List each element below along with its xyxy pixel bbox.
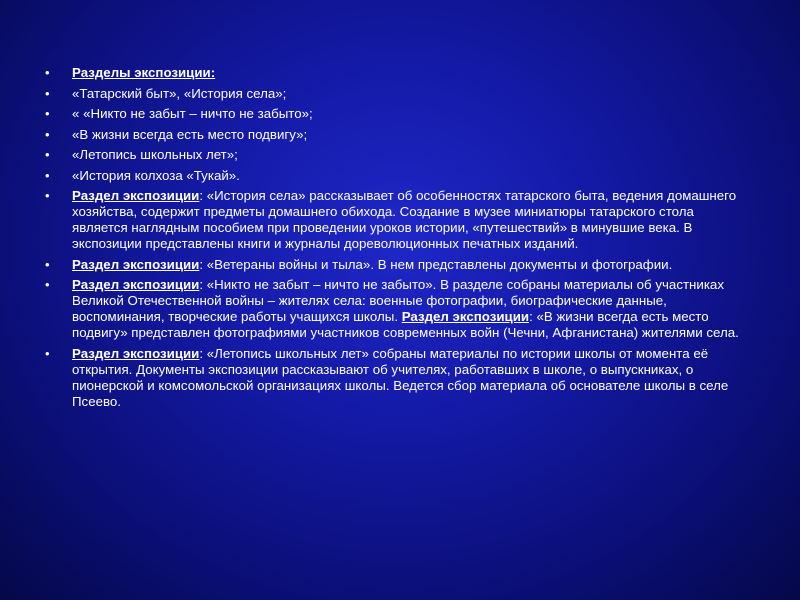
item-text: «Татарский быт», «История села»; [72, 85, 287, 101]
list-item [45, 147, 745, 163]
item-text: : «Ветераны войны и тыла». В нем представлены документы и фотографии. [199, 256, 673, 272]
bullet-icon: • [45, 126, 50, 142]
item-heading: Раздел экспозиции [72, 277, 200, 292]
bullet-icon: • [45, 106, 50, 121]
bullet-icon: • [45, 256, 50, 272]
bullet-icon: • [45, 85, 50, 101]
item-text: : «История села» рассказывает об особенностях татарского быта, ведения домашнего хозяйства, содержит предметы домашнего обихода. Создание в музее миниатюры татарского стола является наглядным пособием при проведении уроков истории, «путешествий» в минувшие века. В экспозиции представлены книги и журналы дореволюционных печатных изданий. [72, 188, 737, 251]
list-item [45, 86, 745, 102]
item-heading: Разделы экспозиции: [72, 65, 216, 80]
item-subtext: : «В жизни всегда есть место подвигу» представлен фотографиями участников современных войн (Чечни, Афганистана) жителями села. [72, 309, 739, 340]
item-text: : «Летопись школьных лет» собраны материалы по истории школы от момента её открытия. Документы экспозиции рассказывают об учителях, работавших в школе, о выпускниках, о пионерской и комсомольской организациях школы. Ведется сбор материала об основателе школы в селе Псеево. [72, 345, 729, 409]
bullet-icon: • [45, 65, 50, 80]
list-item [45, 346, 745, 410]
item-heading: Раздел экспозиции [72, 345, 200, 361]
list-item [45, 257, 745, 273]
item-heading: Раздел экспозиции [72, 188, 200, 203]
bullet-icon: • [45, 277, 50, 292]
list-item [45, 188, 745, 252]
item-text: : «Никто не забыт – ничто не забыто». В разделе собраны материалы об участниках Великой Отечественной войны – жителях села: военные фотографии, биографические данные, воспоминания, творческие работы учащихся школы. [72, 277, 724, 324]
bullet-icon: • [45, 345, 50, 361]
bullet-icon: • [45, 188, 50, 203]
list-item [45, 277, 745, 341]
item-text: «В жизни всегда есть место подвигу»; [72, 126, 308, 142]
bullet-icon: • [45, 167, 50, 183]
item-text: « «Никто не забыт – ничто не забыто»; [72, 106, 313, 121]
list-item [45, 127, 745, 143]
item-heading: Раздел экспозиции [72, 256, 200, 272]
item-text: «История колхоза «Тукай». [72, 167, 240, 183]
list-item [45, 168, 745, 184]
list-item [45, 65, 745, 81]
bullet-icon: • [45, 147, 50, 162]
list-item [45, 106, 745, 122]
item-subheading: Раздел экспозиции [401, 309, 530, 324]
item-text: «Летопись школьных лет»; [72, 147, 238, 162]
slide-content [45, 65, 745, 414]
